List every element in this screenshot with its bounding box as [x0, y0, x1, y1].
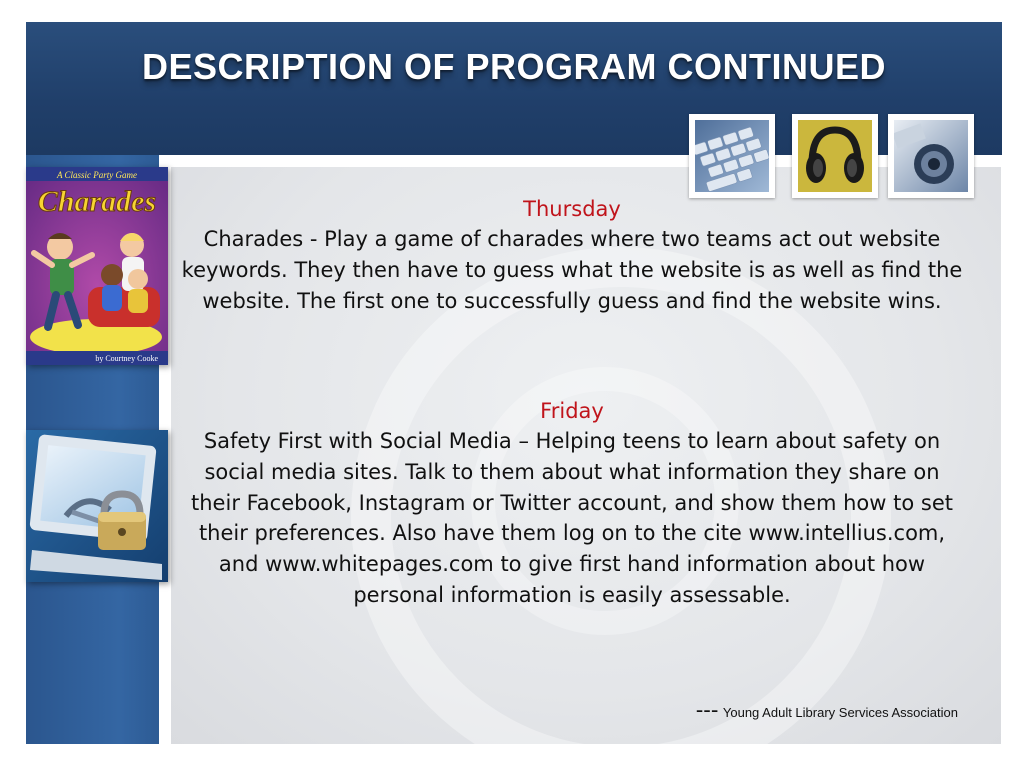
friday-section — [180, 396, 964, 611]
headphones-icon — [798, 120, 872, 192]
cover-tagline: A Classic Party Game — [56, 170, 138, 180]
cover-author: by Courtney Cooke — [95, 354, 158, 363]
computer-padlock-image — [26, 430, 168, 582]
thursday-heading: Thursday — [523, 197, 621, 221]
credit-organization: Young Adult Library Services Association — [722, 705, 958, 720]
speaker-device-image — [888, 114, 974, 198]
thursday-section — [180, 194, 964, 316]
charades-cover-art — [26, 167, 168, 365]
credit-dash: --- — [695, 698, 719, 722]
friday-heading: Friday — [540, 399, 604, 423]
cover-title: Charades — [37, 185, 157, 218]
padlock-icon — [26, 430, 168, 582]
friday-description: Safety First with Social Media – Helping teens to learn about safety on social media sites. Talk to them about what information they share on their Facebook, Instagram or Twitter account, and show them how to set their preferences. Also have them log on to the cite www.intellius.com, and www.whitepages.com to give first hand information about how personal information is easily assessable. — [191, 429, 953, 607]
keyboard-keys-image — [689, 114, 775, 198]
source-credit — [696, 698, 958, 722]
speaker-icon — [894, 120, 968, 192]
thursday-description: Charades - Play a game of charades where two teams act out website keywords. They then have to guess what the website is as well as find the website. The first one to successfully guess and find the website wins. — [181, 227, 963, 313]
headphones-image — [792, 114, 878, 198]
keyboard-icon — [695, 120, 769, 192]
slide-title: DESCRIPTION OF PROGRAM CONTINUED — [141, 46, 886, 87]
charades-book-cover — [26, 167, 168, 365]
